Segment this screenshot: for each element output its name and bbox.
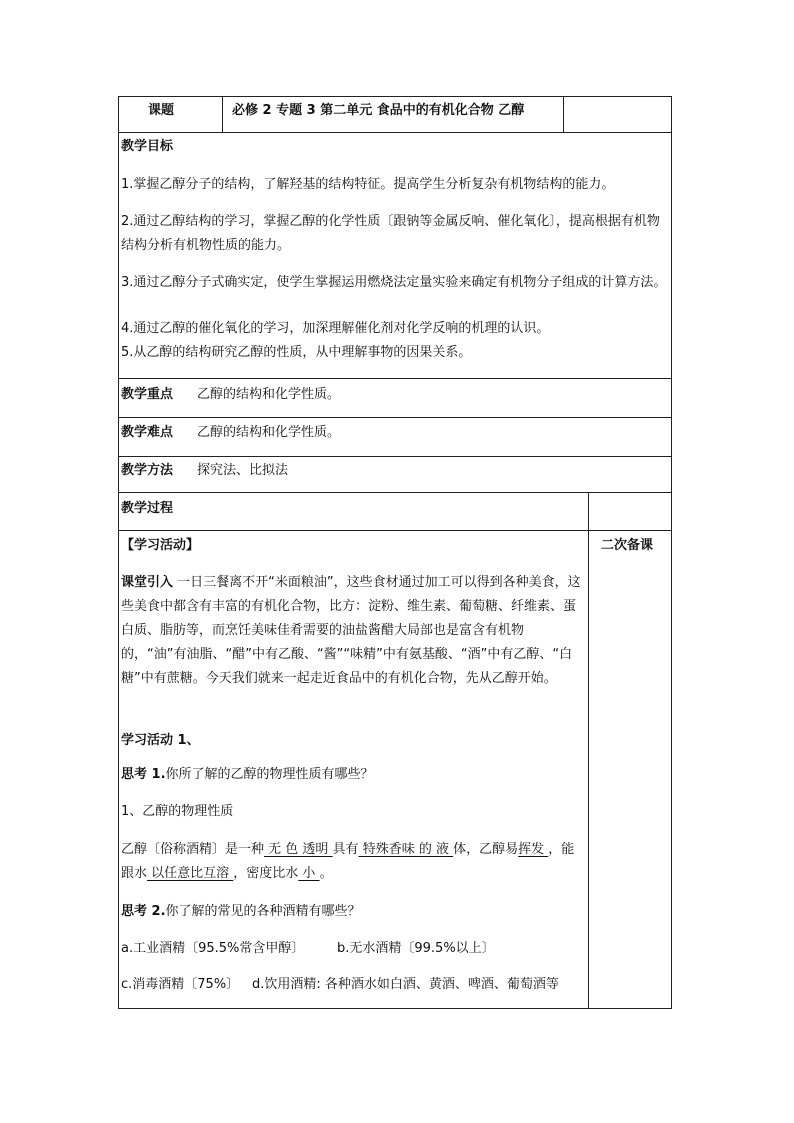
table-border-top (118, 96, 672, 97)
objective-item: 5.从乙醇的结构研究乙醇的性质，从中理解事物的因果关系。 (121, 345, 472, 360)
difficulty-value: 乙醇的结构和化学性质。 (197, 425, 341, 440)
think-1-label: 思考 1. (121, 767, 166, 782)
fill-text: ，密度比水 (233, 866, 299, 881)
header-divider-2 (563, 96, 564, 133)
activity-1-heading: 学习活动 1、 (121, 733, 200, 748)
alcohol-type-a: a.工业酒精〔95.5%常含甲醇〕 (121, 941, 305, 956)
alcohol-type-c: c.消毒酒精〔75%〕 (121, 977, 240, 992)
key-point-label: 教学重点 (121, 387, 174, 402)
fill-text: ，能跟水 (121, 842, 575, 881)
fill-blank-color: 无 色 透明 (264, 842, 333, 857)
fill-blank-density: 小 (298, 866, 320, 881)
objective-item: 2.通过乙醇结构的学习，掌握乙醇的化学性质〔跟钠等金属反响、催化氧化〕，提高根据有机物结构分析有机物性质的能力。 (121, 214, 660, 253)
intro-text: 一日三餐离不开“米面粮油”，这些食材通过加工可以得到各种美食，这些美食中都含有丰富的有机化合物，比方：淀粉、维生素、葡萄糖、纤维素、蛋白质、脂肪等，而烹饪美味佳肴需要的油盐酱醋大局部也是富含有机物的，“油”有油脂、“醋”中有乙酸、“酱”“味精”中有氨基酸、“酒”中有乙醇、“白糖”中有蔗糖。今天我们就来一起走近食品中的有机化合物，先从乙醇开始。 (121, 575, 581, 686)
fill-blank-state: 液 (435, 842, 454, 857)
fill-text: 体，乙醇易 (453, 842, 519, 857)
difficulty-label: 教学难点 (121, 425, 174, 440)
alcohol-type-b: b.无水酒精〔99.5%以上〕 (337, 941, 495, 956)
objectives-heading: 教学目标 (121, 139, 174, 154)
table-rule-method (118, 456, 672, 457)
table-rule-keypoint (118, 378, 672, 379)
course-label: 课题 (148, 103, 175, 118)
think-1-text: 你所了解的乙醇的物理性质有哪些？ (165, 767, 374, 782)
notes-column-divider (588, 492, 589, 1009)
table-border-right (671, 96, 672, 1009)
activity-heading: 【学习活动】 (121, 538, 200, 553)
fill-blank-solubility: 以任意比互溶 (147, 866, 234, 881)
method-value: 探究法、比拟法 (197, 463, 289, 478)
intro-label: 课堂引入 (121, 575, 174, 590)
physical-properties-text (121, 838, 583, 886)
fill-text: 乙醇〔俗称酒精〕是一种 (121, 842, 265, 857)
table-rule-difficulty (118, 417, 672, 418)
objective-item: 3.通过乙醇分子式确实定，使学生掌握运用燃烧法定量实验来确定有机物分子组成的计算方法。 (121, 275, 667, 290)
fill-text: 具有 (332, 842, 359, 857)
table-border-left (118, 96, 119, 1009)
fill-text: 。 (319, 866, 333, 881)
objective-item: 4.通过乙醇的催化氧化的学习，加深理解催化剂对化学反响的机理的认识。 (121, 321, 550, 336)
course-title: 必修 2 专题 3 第二单元 食品中的有机化合物 乙醇 (232, 103, 525, 118)
table-rule-objectives (118, 132, 672, 133)
method-label: 教学方法 (121, 463, 174, 478)
alcohol-type-d: d.饮用酒精: 各种酒水如白酒、黄酒、啤酒、葡萄酒等 (252, 977, 559, 992)
lesson-intro (121, 571, 583, 691)
second-notes-label: 二次备课 (601, 538, 654, 553)
header-divider-1 (222, 96, 223, 133)
objective-item: 1.掌握乙醇分子的结构，了解羟基的结构特征。提高学生分析复杂有机物结构的能力。 (121, 177, 615, 192)
think-2-label: 思考 2. (121, 904, 166, 919)
think-2-text: 你了解的常见的各种酒精有哪些？ (165, 904, 361, 919)
key-point-value: 乙醇的结构和化学性质。 (197, 387, 341, 402)
think-1 (121, 767, 374, 783)
think-2 (121, 904, 361, 920)
section-physical-properties: 1、乙醇的物理性质 (121, 804, 234, 819)
fill-blank-odor: 特殊香味 的 (358, 842, 436, 857)
process-heading: 教学过程 (121, 501, 174, 516)
fill-blank-volatility: 挥发 (518, 842, 549, 857)
